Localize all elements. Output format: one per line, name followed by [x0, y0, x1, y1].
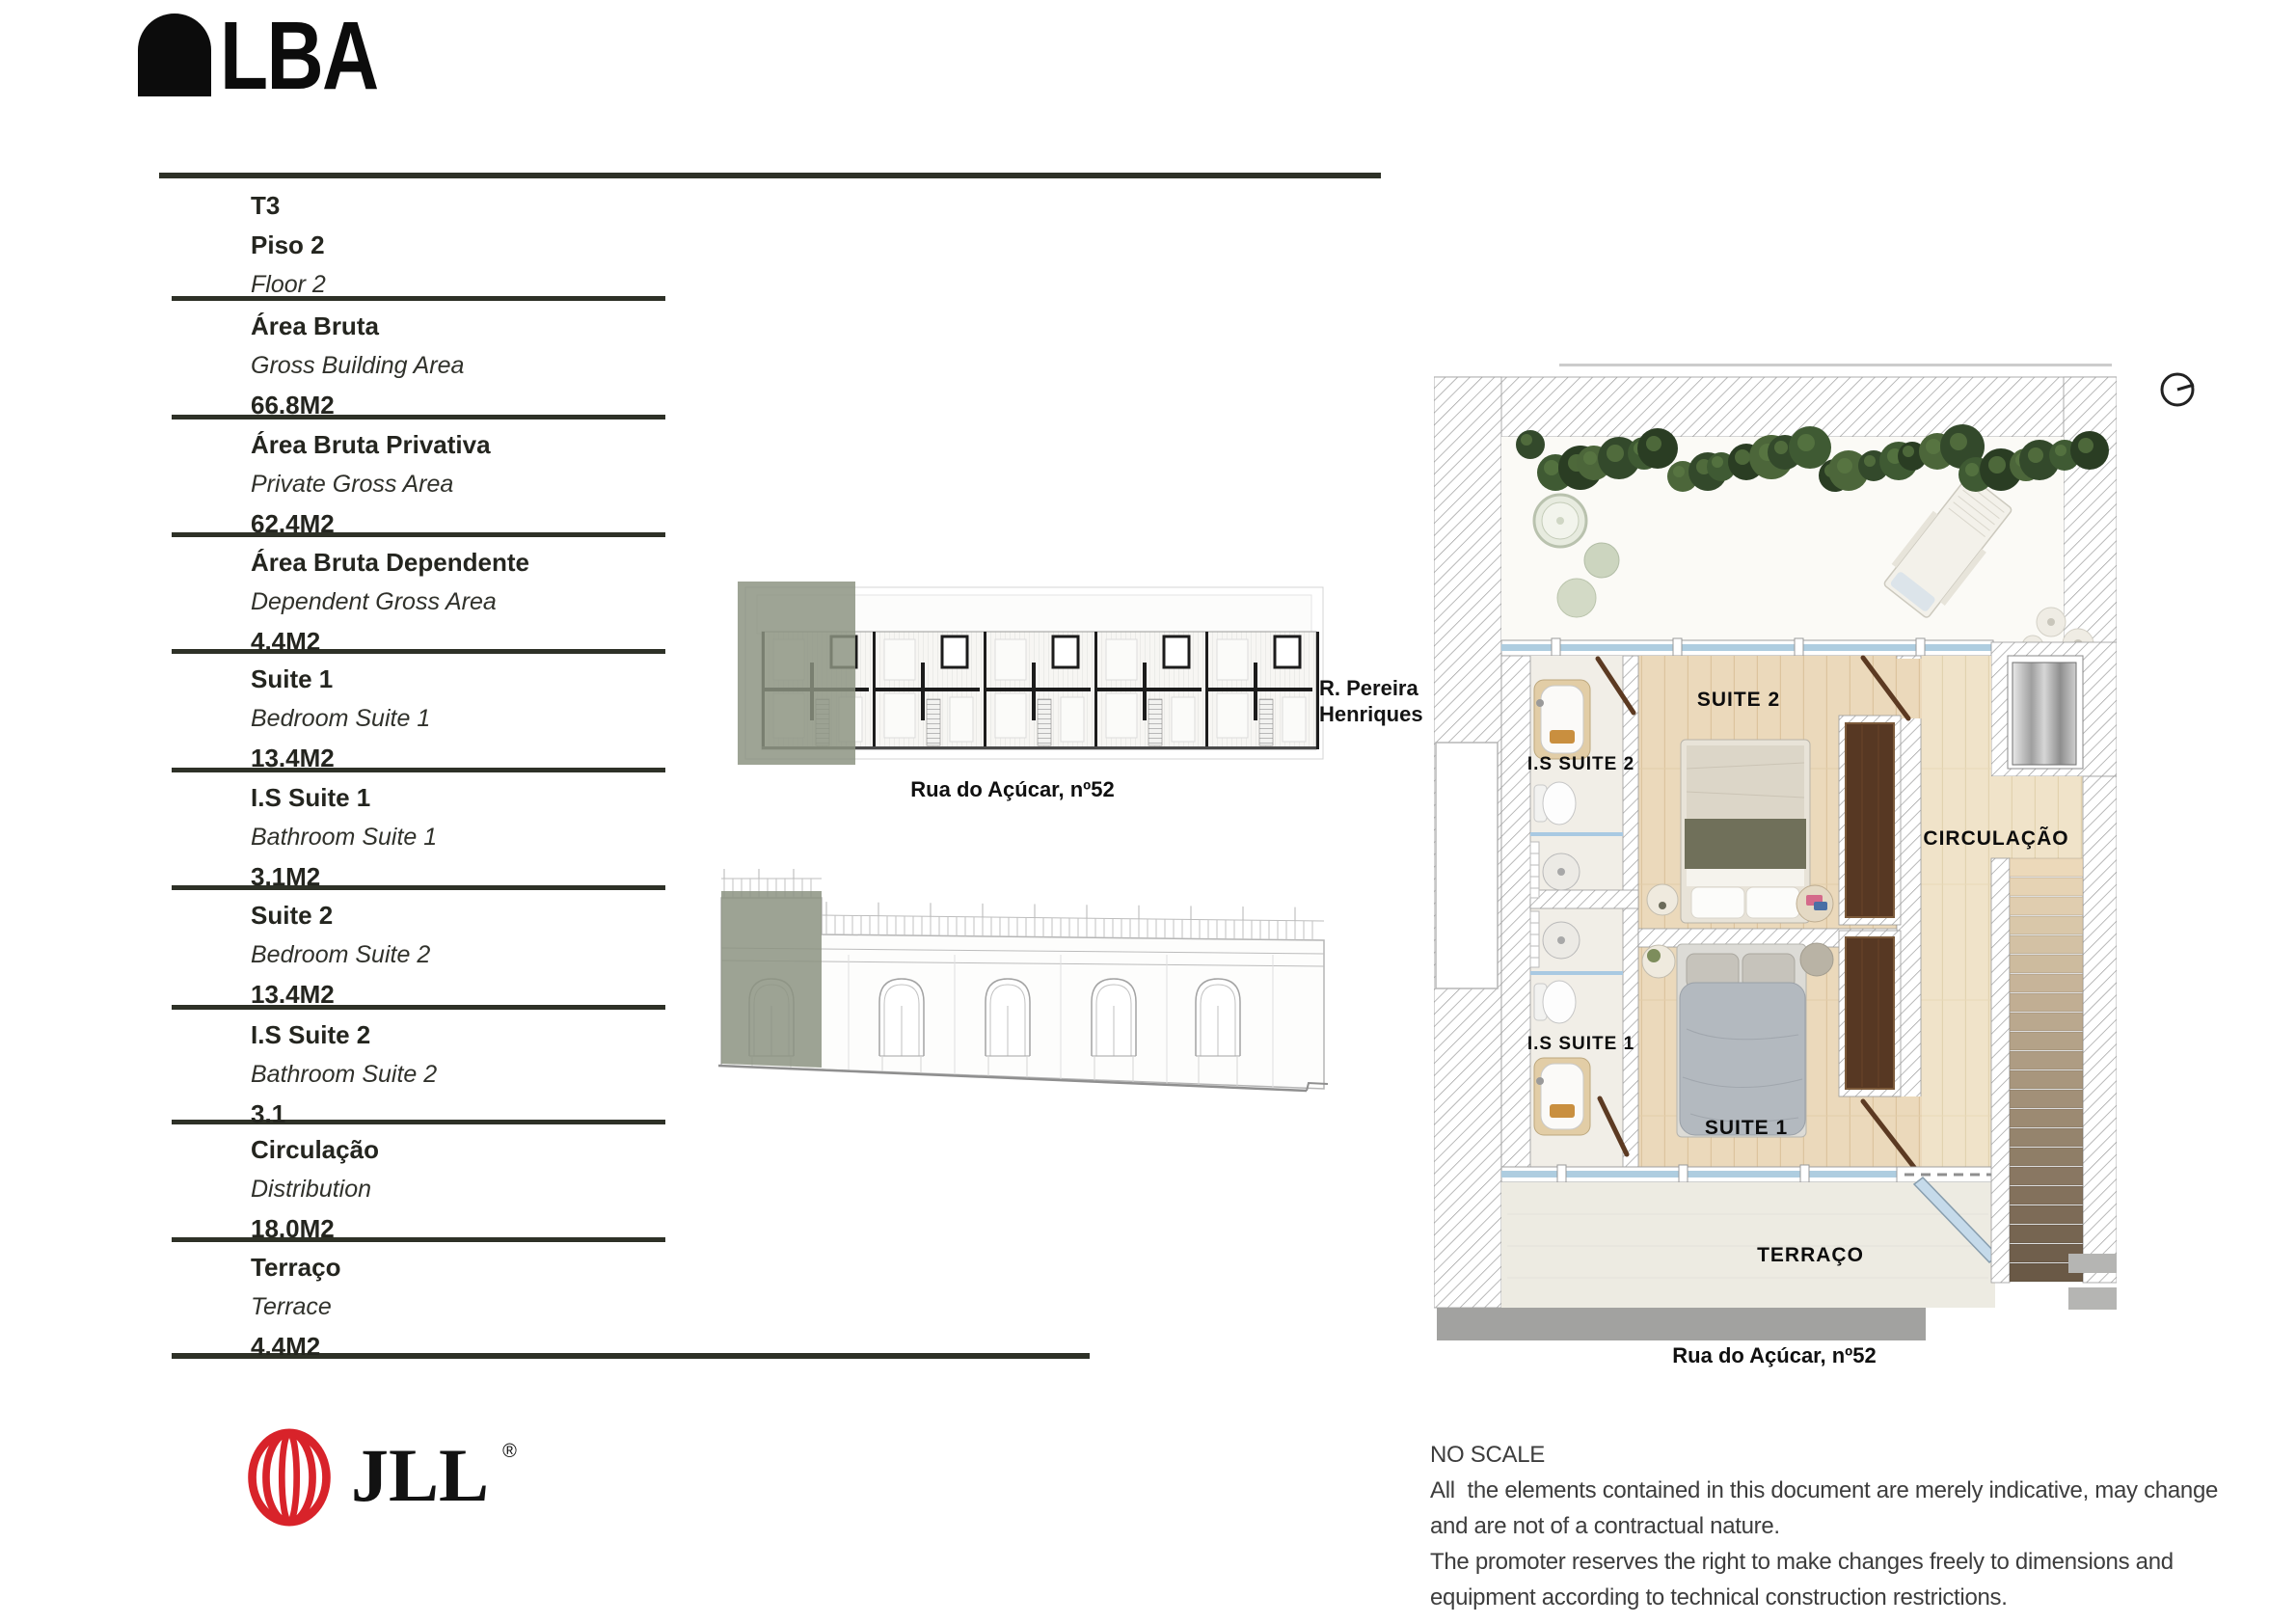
spec-row — [251, 186, 326, 305]
site-highlight-overlay — [738, 582, 855, 765]
spec-line: Dependent Gross Area — [251, 588, 497, 615]
spec-rule — [172, 1237, 665, 1242]
label-is-suite2: I.S SUITE 2 — [1526, 754, 1635, 774]
spec-rule — [172, 296, 665, 301]
spec-line: Área Bruta Dependente — [251, 548, 529, 577]
spec-line: Bedroom Suite 1 — [251, 705, 431, 732]
site-street-label: Rua do Açúcar, nº52 — [910, 777, 1115, 801]
wardrobe-suite2 — [1839, 716, 1901, 925]
spec-line: Bathroom Suite 1 — [251, 824, 438, 851]
north-indicator-icon — [2158, 369, 2201, 417]
spec-line: 66.8M2 — [251, 391, 335, 420]
alba-arch-icon — [138, 14, 211, 96]
spec-line: Floor 2 — [251, 271, 326, 298]
spec-line: Bedroom Suite 2 — [251, 941, 431, 968]
spec-row — [251, 1248, 340, 1367]
spec-line: 3.1 — [251, 1099, 286, 1128]
label-terraco: TERRAÇO — [1757, 1244, 1864, 1266]
side-street-label — [1319, 675, 1423, 727]
spec-row — [251, 307, 464, 425]
spec-line: 13.4M2 — [251, 980, 335, 1009]
spec-line: 18.0M2 — [251, 1214, 335, 1243]
jll-registered-mark: ® — [502, 1441, 517, 1462]
alba-logo — [138, 2, 413, 110]
spec-row — [251, 1015, 437, 1134]
plan-street-label: Rua do Açúcar, nº52 — [1672, 1343, 1877, 1367]
spec-line: Gross Building Area — [251, 352, 465, 379]
elevation-drawing — [718, 861, 1328, 1109]
spec-line: I.S Suite 2 — [251, 1020, 371, 1049]
spec-line: Suite 2 — [251, 901, 334, 930]
spec-line: Bathroom Suite 2 — [251, 1061, 438, 1088]
spec-line: 62.4M2 — [251, 509, 335, 538]
spec-line: Circulação — [251, 1135, 379, 1164]
floor-plan — [1434, 364, 2117, 1345]
spec-rule — [159, 173, 1381, 178]
disclaimer-line: NO SCALE — [1430, 1442, 1545, 1468]
spec-line: 13.4M2 — [251, 744, 335, 772]
disclaimer-line: All the elements contained in this document are merely indicative, may change — [1430, 1477, 2219, 1503]
spec-line: 4.4M2 — [251, 1332, 321, 1361]
spec-line: 4.4M2 — [251, 627, 321, 656]
spec-row — [251, 1130, 379, 1249]
spec-row — [251, 896, 430, 1015]
wardrobe-suite1 — [1839, 931, 1901, 1096]
window-band-top — [1501, 638, 1993, 656]
jll-globe-icon — [241, 1427, 338, 1528]
window-band-bottom — [1501, 1165, 2009, 1182]
spec-line: Área Bruta — [251, 311, 379, 340]
spec-row — [251, 543, 529, 662]
spec-row — [251, 778, 437, 897]
staircase — [2010, 858, 2083, 1282]
street-edge-band — [1437, 1308, 1926, 1340]
lightwell — [1436, 743, 1498, 988]
spec-line: Private Gross Area — [251, 471, 454, 498]
spec-row — [251, 425, 491, 544]
label-is-suite1: I.S SUITE 1 — [1526, 1034, 1635, 1054]
spec-line: Suite 1 — [251, 664, 334, 693]
spec-line: Terraço — [251, 1253, 341, 1282]
disclaimer-line: The promoter reserves the right to make changes freely to dimensions and — [1430, 1549, 2174, 1575]
site-key-plan — [738, 582, 1331, 771]
spec-line: T3 — [251, 191, 281, 220]
spec-line: Piso 2 — [251, 230, 325, 259]
label-suite1: SUITE 1 — [1704, 1117, 1789, 1139]
spec-line: Terrace — [251, 1293, 332, 1320]
spec-line: Área Bruta Privativa — [251, 430, 491, 459]
circulation-floor — [1921, 656, 1991, 1182]
alba-logo-text: LBA — [220, 2, 378, 110]
side-street-line2: Henriques — [1319, 702, 1423, 726]
spec-line: Distribution — [251, 1176, 372, 1203]
jll-logo — [241, 1427, 517, 1528]
disclaimer-line: equipment according to technical construction restrictions. — [1430, 1584, 2008, 1610]
disclaimer-line: and are not of a contractual nature. — [1430, 1513, 1780, 1539]
spec-line: 3.1M2 — [251, 862, 321, 891]
water-tank — [2012, 663, 2076, 765]
side-street-line1: R. Pereira — [1319, 676, 1418, 700]
label-circulacao: CIRCULAÇÃO — [1923, 827, 2069, 850]
spec-row — [251, 660, 430, 778]
spec-line: I.S Suite 1 — [251, 783, 371, 812]
elevation-highlight-overlay — [721, 891, 822, 1068]
jll-logo-text: JLL — [351, 1433, 490, 1517]
label-suite2: SUITE 2 — [1696, 689, 1781, 711]
tech-shaft — [1991, 642, 2117, 776]
disclaimer-text — [1430, 1437, 2218, 1615]
